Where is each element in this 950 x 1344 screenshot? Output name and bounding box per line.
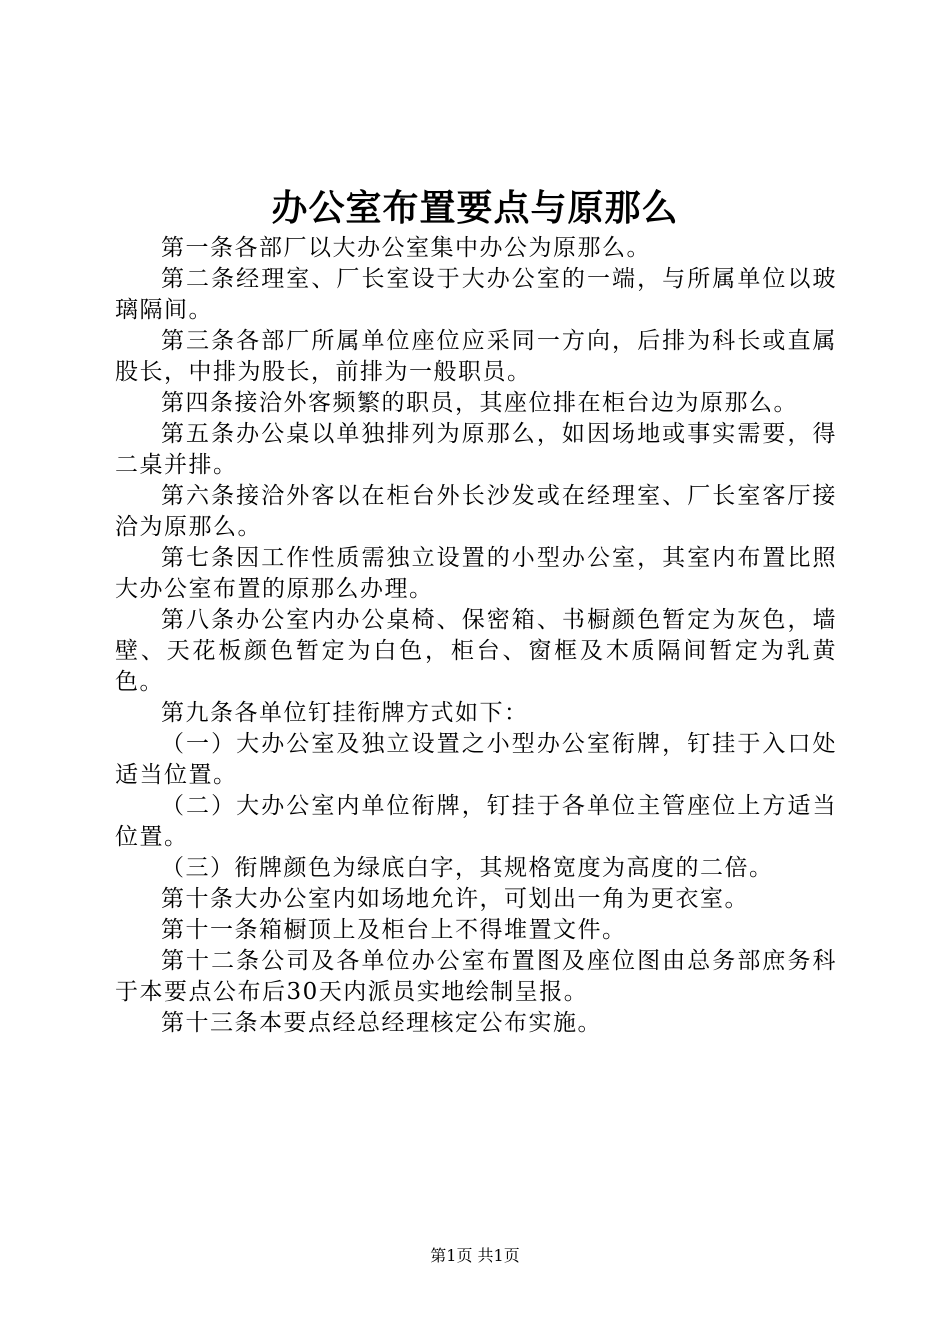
paragraph-article-9-item-1: （一）大办公室及独立设置之小型办公室衔牌，钉挂于入口处适当位置。 [115,731,837,788]
paragraph-article-3: 第三条各部厂所属单位座位应采同一方向，后排为科长或直属股长，中排为股长，前排为一般职员。 [115,328,837,385]
paragraph-article-2: 第二条经理室、厂长室设于大办公室的一端，与所属单位以玻璃隔间。 [115,266,837,323]
paragraph-article-6: 第六条接洽外客以在柜台外长沙发或在经理室、厂长室客厅接洽为原那么。 [115,483,837,540]
paragraph-article-13: 第十三条本要点经总经理核定公布实施。 [161,1010,602,1036]
paragraph-article-9-item-3: （三）衔牌颜色为绿底白字，其规格宽度为高度的二倍。 [161,855,774,881]
paragraph-article-5: 第五条办公桌以单独排列为原那么，如因场地或事实需要，得二桌并排。 [115,421,837,478]
document-body [115,233,837,1039]
paragraph-article-4: 第四条接洽外客频繁的职员，其座位排在柜台边为原那么。 [161,390,798,416]
paragraph-article-9: 第九条各单位钉挂衔牌方式如下： [161,700,529,726]
paragraph-article-7: 第七条因工作性质需独立设置的小型办公室，其室内布置比照大办公室布置的原那么办理。 [115,545,837,602]
document-title: 办公室布置要点与原那么 [271,187,679,229]
paragraph-article-1: 第一条各部厂以大办公室集中办公为原那么。 [161,235,651,261]
paragraph-article-11: 第十一条箱橱顶上及柜台上不得堆置文件。 [161,917,627,943]
paragraph-article-12: 第十二条公司及各单位办公室布置图及座位图由总务部庶务科于本要点公布后30天内派员实地绘制呈报。 [115,948,837,1005]
paragraph-article-8: 第八条办公室内办公桌椅、保密箱、书橱颜色暂定为灰色，墙壁、天花板颜色暂定为白色，柜台、窗框及木质隔间暂定为乳黄色。 [115,607,837,695]
paragraph-article-10: 第十条大办公室内如场地允许，可划出一角为更衣室。 [161,886,749,912]
page-number-footer: 第1页 共1页 [430,1246,520,1265]
paragraph-article-9-item-2: （二）大办公室内单位衔牌，钉挂于各单位主管座位上方适当位置。 [115,793,837,850]
